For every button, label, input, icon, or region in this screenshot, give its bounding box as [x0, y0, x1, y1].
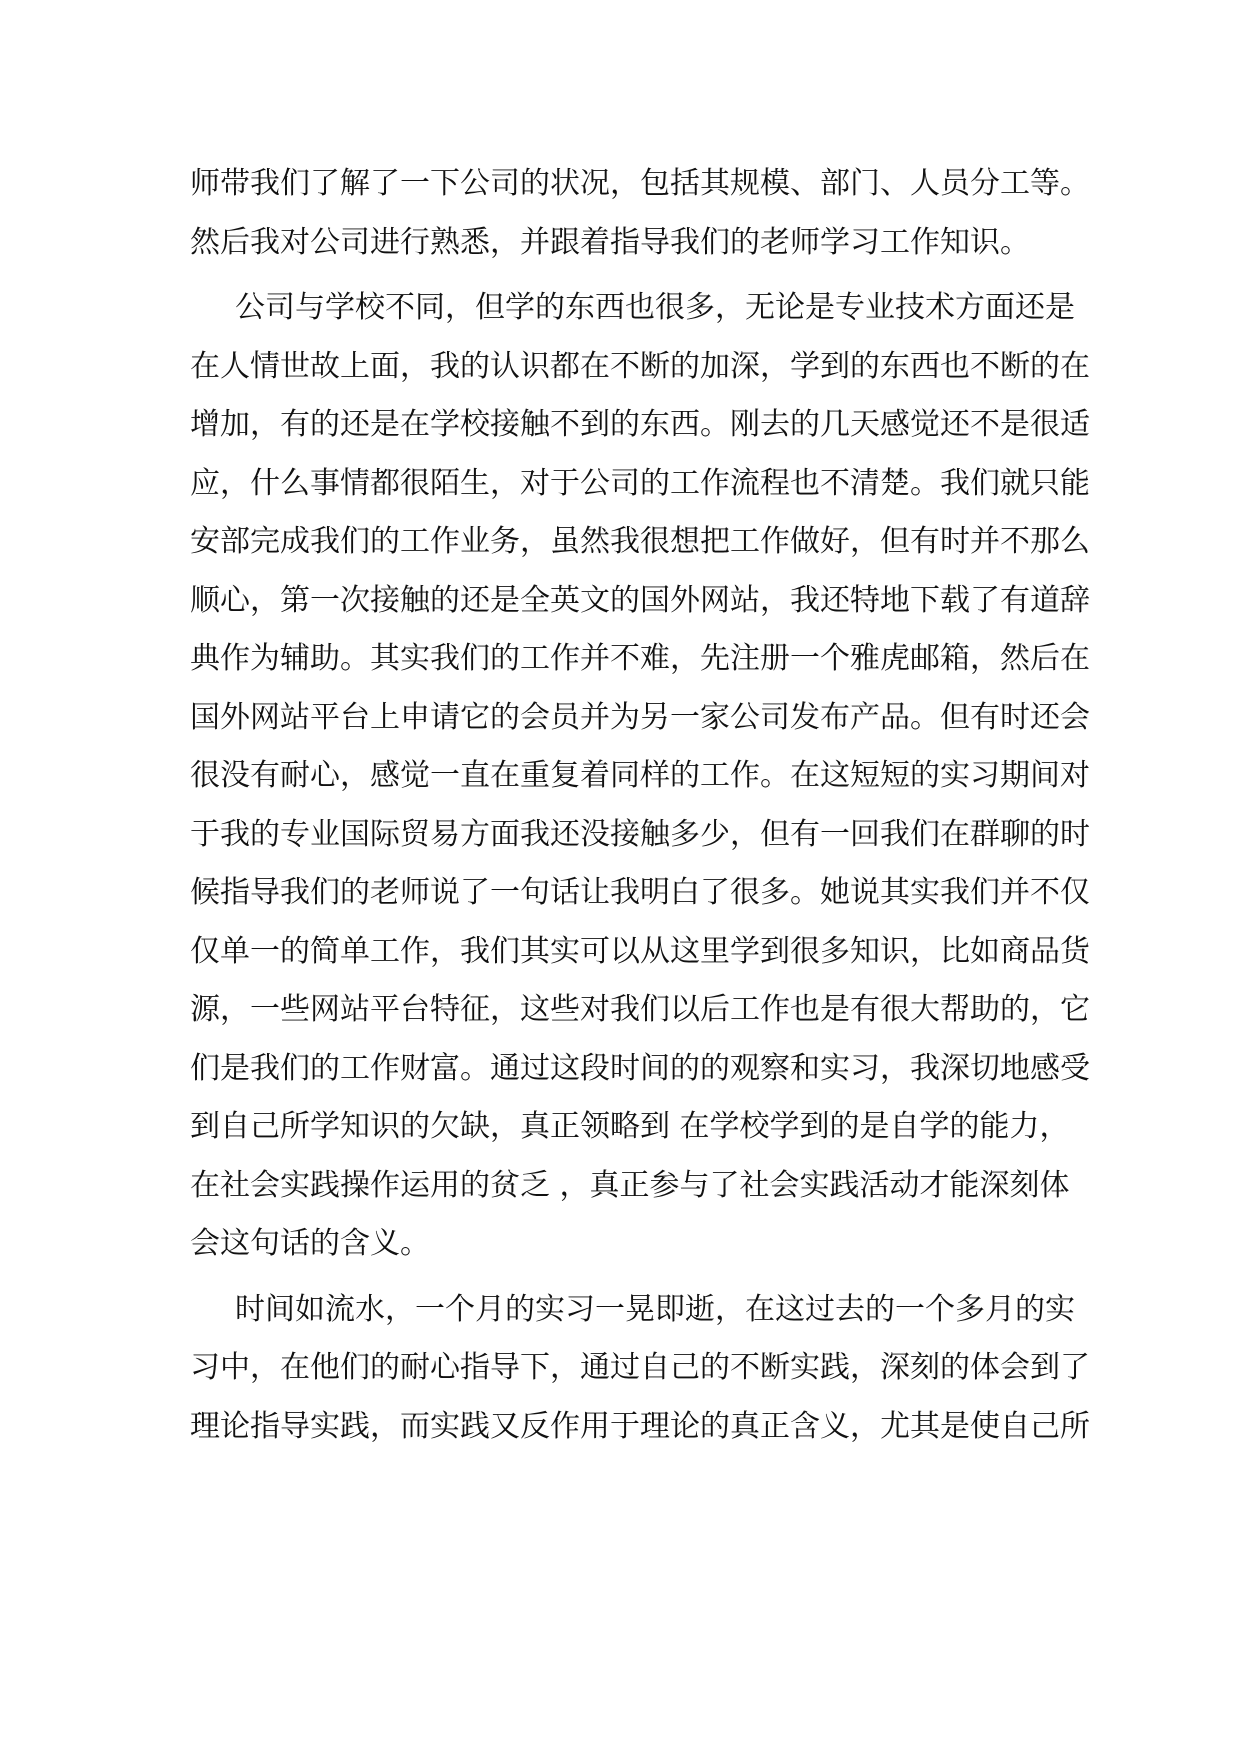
text-line: 习中，在他们的耐心指导下，通过自己的不断实践，深刻的体会到了: [190, 1350, 1090, 1385]
text-line: 国外网站平台上申请它的会员并为另一家公司发布产品。但有时还会: [190, 699, 1090, 735]
text-line: 应，什么事情都很陌生，对于公司的工作流程也不清楚。我们就只能: [190, 465, 1090, 501]
body-text: [190, 155, 1090, 1456]
text-line: 候指导我们的老师说了一句话让我明白了很多。她说其实我们并不仅: [190, 875, 1090, 910]
text-line: 师带我们了解了一下公司的状况，包括其规模、部门、人员分工等。: [190, 166, 1090, 201]
text-line: 到自己所学知识的欠缺，真正领略到 在学校学到的是自学的能力，: [190, 1109, 1070, 1144]
paragraph-3: [190, 1281, 1090, 1457]
paragraph-1: [190, 155, 1090, 272]
text-line: 会这句话的含义。: [190, 1226, 430, 1261]
text-line: 安部完成我们的工作业务，虽然我很想把工作做好，但有时并不那么: [190, 524, 1090, 559]
text-line: 顺心，第一次接触的还是全英文的国外网站，我还特地下载了有道辞: [190, 582, 1090, 618]
paragraph-2: [190, 279, 1090, 1274]
text-line: 于我的专业国际贸易方面我还没接触多少，但有一回我们在群聊的时: [190, 816, 1090, 852]
text-line: 增加，有的还是在学校接触不到的东西。刚去的几天感觉还不是很适: [190, 407, 1090, 442]
text-line: 理论指导实践，而实践又反作用于理论的真正含义，尤其是使自己所: [190, 1408, 1090, 1444]
text-line: 源，一些网站平台特征，这些对我们以后工作也是有很大帮助的，它: [190, 992, 1090, 1027]
text-line: 然后我对公司进行熟悉，并跟着指导我们的老师学习工作知识。: [190, 224, 1030, 260]
text-line: 在社会实践操作运用的贫乏 ，真正参与了社会实践活动才能深刻体: [190, 1167, 1070, 1203]
text-line: 时间如流水，一个月的实习一晃即逝，在这过去的一个多月的实: [235, 1291, 1075, 1327]
text-line: 们是我们的工作财富。通过这段时间的的观察和实习，我深切地感受: [190, 1050, 1090, 1086]
text-line: 典作为辅助。其实我们的工作并不难，先注册一个雅虎邮箱，然后在: [190, 641, 1090, 676]
text-line: 公司与学校不同，但学的东西也很多，无论是专业技术方面还是: [235, 290, 1075, 325]
text-line: 仅单一的简单工作，我们其实可以从这里学到很多知识，比如商品货: [190, 933, 1090, 969]
text-line: 在人情世故上面，我的认识都在不断的加深，学到的东西也不断的在: [190, 348, 1090, 384]
text-line: 很没有耐心，感觉一直在重复着同样的工作。在这短短的实习期间对: [190, 758, 1090, 793]
